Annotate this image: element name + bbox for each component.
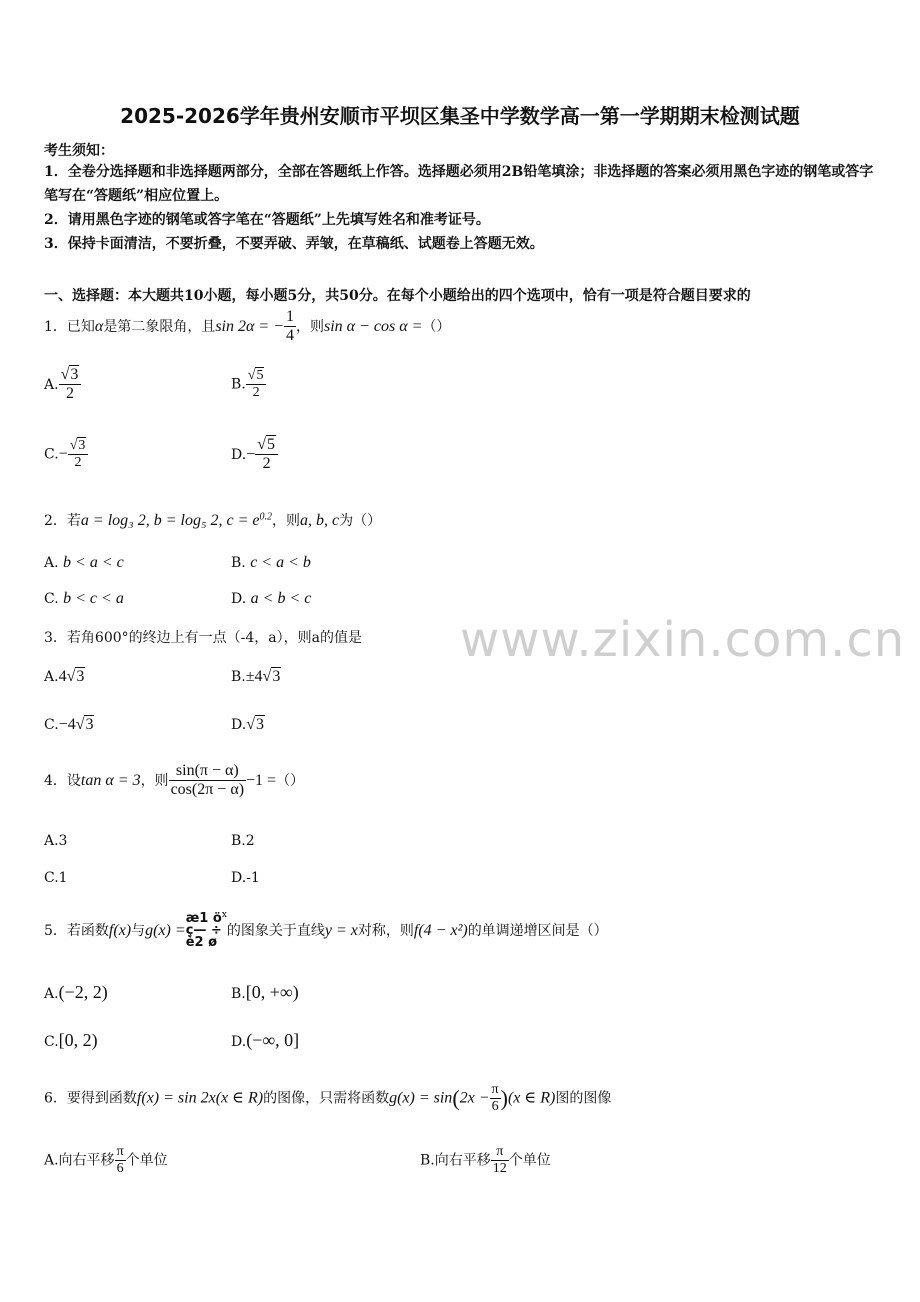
question-5: 5．若函数f(x)与g(x) = æ1 ö ç— ÷ è2 ø $^x$的图象关于直线y = x对称，则f(4 − x²)的单调递增区间是（） [44, 910, 608, 950]
q1-option-c[interactable]: C.− $\frac{√3}{2}$ [44, 438, 88, 471]
q4-option-a[interactable]: A.3 [44, 833, 68, 849]
section-heading: 一、选择题：本大题共10小题，每小题5分，共50分。在每个小题给出的四个选项中，恰有一项是符合题目要求的 [44, 288, 751, 304]
q5-option-a[interactable]: A.(−2, 2) [44, 982, 108, 1002]
watermark: www.zixin.com.cn [460, 612, 906, 668]
q3-option-d[interactable]: D.√3 [231, 716, 264, 733]
q1-option-b[interactable]: B. $\frac{√5}{2}$ [231, 368, 266, 401]
question-6: 6．要得到函数f(x) = sin 2x(x ∈ R)的图像，只需将函数g(x) = sin(2x − $\frac{\pi}{6}$ )(x ∈ R)图的图像 [44, 1082, 612, 1115]
garbled-formula: æ1 ö ç— ÷ è2 ø [185, 911, 222, 950]
q2-option-d[interactable]: D. a < b < c [231, 590, 312, 607]
q4-option-c[interactable]: C.1 [44, 870, 68, 886]
q1-option-a[interactable]: A. $\frac{√3}{2}$ [44, 366, 81, 404]
q3-option-c[interactable]: C.−4√3 [44, 716, 94, 733]
page-title: 2025-2026学年贵州安顺市平坝区集圣中学数学高一第一学期期末检测试题 [120, 104, 800, 128]
q6-option-b[interactable]: B.向右平移 $\frac{\pi}{12}$ 个单位 [420, 1144, 551, 1177]
fraction: $\frac{1}{4}$ [286, 308, 294, 345]
q4-option-b[interactable]: B.2 [231, 833, 255, 849]
notice-heading: 考生须知： [44, 143, 114, 159]
q2-option-a[interactable]: A. b < a < c [44, 554, 124, 571]
q1-option-d[interactable]: D.− $\frac{√5}{2}$ [231, 436, 278, 474]
question-3: 3．若角600°的终边上有一点（-4，a），则a的值是 [44, 630, 362, 646]
question-2: 2．若a = log₃ 2, b = log₅ 2, $c = e^{0.2}$，则a, b, c为（） [44, 511, 382, 529]
q5-option-d[interactable]: D.(−∞, 0] [231, 1030, 300, 1050]
question-1: 1．已知α是第二象限角，且sin 2α = − $\frac{1}{4}$ ，则sin α − cos α =（） [44, 308, 451, 345]
question-4: 4．设tan α = 3，则 $\frac{\sin(\pi - \alpha)}{\cos(2\pi - \alpha)}$ −1 =（） [44, 762, 305, 799]
q3-option-a[interactable]: A.4√3 [44, 668, 85, 685]
notice-item-3: 3．保持卡面清洁，不要折叠，不要弄破、弄皱，在草稿纸、试题卷上答题无效。 [44, 236, 544, 252]
q5-option-b[interactable]: B.[0, +∞) [231, 982, 299, 1002]
q2-option-c[interactable]: C. b < c < a [44, 590, 124, 607]
notice-item-1: 1．全卷分选择题和非选择题两部分，全部在答题纸上作答。选择题必须用2B铅笔填涂；非选择题的答案必须用黑色字迹的钢笔或答字笔写在“答题纸”相应位置上。 [44, 164, 874, 204]
q3-option-b[interactable]: B.±4√3 [231, 668, 281, 685]
q2-option-b[interactable]: B. c < a < b [231, 554, 311, 571]
q5-option-c[interactable]: C.[0, 2) [44, 1030, 98, 1050]
q4-option-d[interactable]: D.-1 [231, 870, 260, 886]
notice-item-2: 2．请用黑色字迹的钢笔或答字笔在“答题纸”上先填写姓名和准考证号。 [44, 212, 490, 228]
q6-option-a[interactable]: A.向右平移 $\frac{\pi}{6}$ 个单位 [44, 1144, 168, 1177]
